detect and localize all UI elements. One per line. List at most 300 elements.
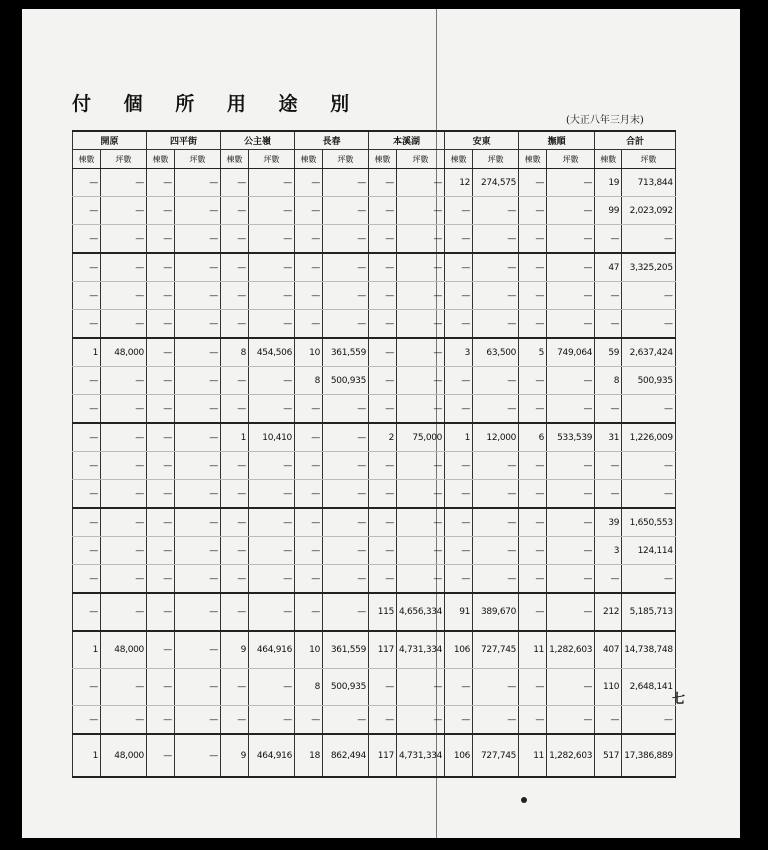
table-cell: —	[101, 669, 147, 706]
table-cell: —	[249, 253, 295, 282]
table-cell: 115	[369, 593, 397, 631]
table-cell: —	[221, 706, 249, 735]
table-cell: —	[369, 310, 397, 339]
table-cell: —	[221, 367, 249, 395]
table-cell: —	[519, 253, 547, 282]
table-cell: 6	[519, 423, 547, 452]
table-cell: —	[175, 423, 221, 452]
table-cell: —	[147, 253, 175, 282]
table-cell: —	[73, 395, 101, 424]
table-cell: —	[473, 706, 519, 735]
table-cell: —	[249, 310, 295, 339]
table-cell: 11	[519, 734, 547, 777]
sub-header: 坪數	[622, 150, 676, 169]
table-cell: —	[397, 338, 445, 367]
table-cell: —	[323, 395, 369, 424]
table-cell: —	[147, 631, 175, 669]
table-cell: —	[595, 282, 622, 310]
table-cell: 11	[519, 631, 547, 669]
table-cell: —	[397, 508, 445, 537]
table-cell: —	[547, 480, 595, 509]
table-cell: —	[295, 452, 323, 480]
table-cell: —	[445, 565, 473, 594]
table-cell: —	[519, 197, 547, 225]
table-cell: —	[73, 480, 101, 509]
table-cell: 106	[445, 734, 473, 777]
table-cell: —	[519, 282, 547, 310]
header-bujun: 撫順	[519, 131, 595, 150]
table-row	[73, 565, 676, 594]
table-cell: —	[595, 706, 622, 735]
table-cell: —	[249, 197, 295, 225]
table-cell: —	[473, 367, 519, 395]
table-cell: —	[369, 169, 397, 197]
sub-header: 坪數	[101, 150, 147, 169]
table-cell: 4,656,334	[397, 593, 445, 631]
table-cell: —	[547, 508, 595, 537]
table-cell: —	[175, 169, 221, 197]
table-cell: —	[397, 452, 445, 480]
table-cell: —	[221, 225, 249, 254]
table-row	[73, 367, 676, 395]
table-cell: —	[73, 537, 101, 565]
table-cell: —	[445, 282, 473, 310]
table-cell: 75,000	[397, 423, 445, 452]
table-cell: —	[295, 395, 323, 424]
table-row	[73, 537, 676, 565]
table-cell: —	[547, 310, 595, 339]
table-cell: 48,000	[101, 734, 147, 777]
table-cell: —	[397, 537, 445, 565]
table-cell: —	[175, 537, 221, 565]
table-cell: —	[519, 169, 547, 197]
table-row	[73, 338, 676, 367]
table-cell: —	[323, 480, 369, 509]
table-cell: —	[73, 593, 101, 631]
table-cell: —	[73, 225, 101, 254]
table-cell: —	[473, 310, 519, 339]
table-cell: —	[295, 593, 323, 631]
table-cell: 48,000	[101, 631, 147, 669]
table-cell: —	[473, 452, 519, 480]
table-cell: —	[622, 480, 676, 509]
table-cell: —	[175, 338, 221, 367]
table-cell: —	[147, 338, 175, 367]
table-cell: —	[445, 508, 473, 537]
table-cell: —	[175, 593, 221, 631]
table-cell: —	[473, 282, 519, 310]
table-cell: —	[73, 423, 101, 452]
table-cell: —	[445, 395, 473, 424]
sub-header: 棟數	[295, 150, 323, 169]
table-cell: —	[519, 367, 547, 395]
table-cell: —	[295, 480, 323, 509]
table-cell: —	[147, 669, 175, 706]
table-cell: —	[221, 169, 249, 197]
table-cell: —	[547, 367, 595, 395]
table-cell: 19	[595, 169, 622, 197]
table-cell: —	[249, 169, 295, 197]
table-cell: —	[595, 452, 622, 480]
table-cell: 18	[295, 734, 323, 777]
table-cell: —	[397, 253, 445, 282]
table-cell: —	[175, 508, 221, 537]
table-cell: —	[519, 537, 547, 565]
table-cell: —	[519, 565, 547, 594]
table-cell: —	[323, 452, 369, 480]
table-cell: —	[369, 367, 397, 395]
table-cell: —	[473, 197, 519, 225]
table-cell: 1	[73, 338, 101, 367]
table-cell: 862,494	[323, 734, 369, 777]
table-cell: 500,935	[622, 367, 676, 395]
table-cell: 17,386,889	[622, 734, 676, 777]
table-cell: 500,935	[323, 669, 369, 706]
table-cell: 59	[595, 338, 622, 367]
table-cell: —	[445, 480, 473, 509]
table-cell: —	[73, 508, 101, 537]
table-row	[73, 282, 676, 310]
table-cell: 91	[445, 593, 473, 631]
table-cell: —	[147, 367, 175, 395]
table-cell: —	[73, 282, 101, 310]
table-cell: —	[547, 669, 595, 706]
table-cell: —	[295, 565, 323, 594]
table-cell: 117	[369, 631, 397, 669]
table-cell: —	[323, 537, 369, 565]
table-row	[73, 395, 676, 424]
table-cell: —	[101, 282, 147, 310]
table-cell: —	[221, 565, 249, 594]
table-cell: —	[473, 669, 519, 706]
table-cell: —	[101, 480, 147, 509]
table-cell: —	[369, 395, 397, 424]
table-cell: 63,500	[473, 338, 519, 367]
table-row	[73, 480, 676, 509]
table-cell: —	[323, 565, 369, 594]
table-cell: 1	[221, 423, 249, 452]
table-cell: —	[249, 367, 295, 395]
table-cell: —	[73, 310, 101, 339]
table-cell: —	[175, 565, 221, 594]
table-cell: —	[73, 197, 101, 225]
table-cell: —	[397, 169, 445, 197]
table-cell: 14,738,748	[622, 631, 676, 669]
table-cell: 8	[595, 367, 622, 395]
table-row	[73, 452, 676, 480]
table-cell: —	[295, 706, 323, 735]
table-cell: —	[473, 565, 519, 594]
table-cell: —	[547, 565, 595, 594]
table-cell: 5	[519, 338, 547, 367]
table-cell: —	[101, 395, 147, 424]
table-cell: —	[175, 253, 221, 282]
table-cell: —	[397, 197, 445, 225]
table-cell: —	[519, 225, 547, 254]
table-cell: —	[295, 197, 323, 225]
table-cell: —	[101, 197, 147, 225]
table-cell: 10,410	[249, 423, 295, 452]
table-cell: —	[175, 452, 221, 480]
table-row	[73, 225, 676, 254]
table-cell: —	[622, 706, 676, 735]
header-kaigen: 開原	[73, 131, 147, 150]
table-cell: —	[73, 706, 101, 735]
header-chochun: 長春	[295, 131, 369, 150]
ink-spot	[521, 797, 527, 803]
table-cell: —	[147, 169, 175, 197]
table-cell: —	[397, 225, 445, 254]
table-cell: —	[101, 706, 147, 735]
table-cell: 2,637,424	[622, 338, 676, 367]
table-cell: 749,064	[547, 338, 595, 367]
table-cell: 8	[295, 367, 323, 395]
table-cell: —	[369, 508, 397, 537]
table-row	[73, 631, 676, 669]
table-cell: —	[397, 282, 445, 310]
header-koshurei: 公主嶺	[221, 131, 295, 150]
table-cell: —	[221, 282, 249, 310]
table-row	[73, 669, 676, 706]
table-cell: —	[595, 310, 622, 339]
table-cell: —	[101, 169, 147, 197]
table-cell: —	[323, 706, 369, 735]
table-cell: —	[397, 367, 445, 395]
table-cell: —	[547, 197, 595, 225]
table-cell: —	[249, 593, 295, 631]
table-cell: —	[295, 253, 323, 282]
table-cell: —	[295, 423, 323, 452]
table-cell: —	[397, 565, 445, 594]
table-cell: —	[622, 282, 676, 310]
table-cell: 274,575	[473, 169, 519, 197]
table-cell: —	[175, 367, 221, 395]
table-cell: —	[622, 225, 676, 254]
table-row	[73, 310, 676, 339]
table-cell: 48,000	[101, 338, 147, 367]
table-cell: 464,916	[249, 734, 295, 777]
table-cell: —	[323, 197, 369, 225]
table-cell: —	[175, 310, 221, 339]
table-cell: —	[445, 537, 473, 565]
table-cell: 713,844	[622, 169, 676, 197]
table-cell: —	[445, 225, 473, 254]
table-cell: —	[595, 480, 622, 509]
table-cell: —	[369, 282, 397, 310]
table-cell: —	[221, 537, 249, 565]
table-cell: —	[175, 395, 221, 424]
table-cell: —	[547, 452, 595, 480]
table-cell: —	[519, 480, 547, 509]
table-cell: —	[147, 734, 175, 777]
table-cell: —	[369, 537, 397, 565]
table-cell: —	[323, 282, 369, 310]
table-cell: —	[595, 395, 622, 424]
table-cell: —	[519, 669, 547, 706]
table-cell: 3	[595, 537, 622, 565]
table-cell: —	[323, 593, 369, 631]
table-cell: 1,226,009	[622, 423, 676, 452]
table-cell: —	[547, 706, 595, 735]
table-cell: 99	[595, 197, 622, 225]
table-cell: 8	[295, 669, 323, 706]
group-header-row	[73, 131, 676, 150]
table-cell: 12,000	[473, 423, 519, 452]
table-cell: —	[147, 706, 175, 735]
table-cell: 1	[73, 734, 101, 777]
table-cell: —	[369, 669, 397, 706]
table-cell: —	[101, 253, 147, 282]
table-cell: —	[369, 197, 397, 225]
table-cell: 533,539	[547, 423, 595, 452]
table-cell: —	[519, 508, 547, 537]
table-cell: —	[221, 593, 249, 631]
page-title: 付 個 所 用 途 別	[72, 93, 363, 115]
table-cell: —	[249, 480, 295, 509]
table-cell: —	[221, 395, 249, 424]
table-cell: —	[397, 395, 445, 424]
table-cell: 727,745	[473, 631, 519, 669]
table-cell: —	[101, 508, 147, 537]
table-cell: —	[445, 669, 473, 706]
header-anto: 安東	[445, 131, 519, 150]
table-cell: —	[147, 480, 175, 509]
table-cell: —	[221, 310, 249, 339]
sub-header: 棟數	[445, 150, 473, 169]
table-cell: —	[295, 282, 323, 310]
table-row	[73, 508, 676, 537]
table-cell: 2,648,141	[622, 669, 676, 706]
table-cell: —	[73, 253, 101, 282]
table-cell: —	[323, 253, 369, 282]
table-cell: —	[249, 669, 295, 706]
table-cell: —	[249, 537, 295, 565]
table-cell: —	[73, 669, 101, 706]
table-cell: —	[73, 169, 101, 197]
table-cell: —	[249, 282, 295, 310]
table-cell: —	[473, 253, 519, 282]
table-cell: 39	[595, 508, 622, 537]
table-cell: —	[369, 225, 397, 254]
table-cell: —	[473, 537, 519, 565]
table-cell: 454,506	[249, 338, 295, 367]
table-cell: —	[445, 253, 473, 282]
table-cell: —	[473, 508, 519, 537]
table-cell: —	[295, 537, 323, 565]
table-cell: —	[147, 508, 175, 537]
header-total: 合計	[595, 131, 676, 150]
table-cell: —	[473, 480, 519, 509]
table-cell: —	[175, 631, 221, 669]
table-cell: 1	[73, 631, 101, 669]
table-cell: 3	[445, 338, 473, 367]
table-cell: 106	[445, 631, 473, 669]
table-cell: —	[249, 225, 295, 254]
sub-header: 棟數	[369, 150, 397, 169]
table-cell: —	[147, 310, 175, 339]
table-cell: —	[101, 565, 147, 594]
table-cell: 1,282,603	[547, 631, 595, 669]
table-cell: —	[221, 253, 249, 282]
sub-header-row	[73, 150, 676, 169]
table-cell: —	[622, 452, 676, 480]
table-cell: 4,731,334	[397, 631, 445, 669]
table-cell: —	[249, 706, 295, 735]
table-cell: —	[175, 480, 221, 509]
table-cell: —	[147, 423, 175, 452]
table-cell: 12	[445, 169, 473, 197]
table-cell: —	[519, 395, 547, 424]
table-cell: —	[73, 452, 101, 480]
table-cell: —	[175, 282, 221, 310]
table-row	[73, 197, 676, 225]
sub-header: 坪數	[323, 150, 369, 169]
table-cell: —	[547, 537, 595, 565]
table-cell: —	[249, 508, 295, 537]
era-note: (大正八年三月末)	[566, 115, 644, 126]
table-cell: —	[622, 395, 676, 424]
table-cell: —	[147, 565, 175, 594]
table-cell: 8	[221, 338, 249, 367]
table-cell: —	[519, 310, 547, 339]
table-cell: —	[547, 593, 595, 631]
table-cell: —	[221, 452, 249, 480]
table-row	[73, 706, 676, 735]
table-cell: 110	[595, 669, 622, 706]
table-cell: —	[323, 508, 369, 537]
table-cell: —	[147, 197, 175, 225]
table-cell: —	[323, 423, 369, 452]
table-body	[73, 169, 676, 778]
table-cell: —	[295, 310, 323, 339]
table-cell: —	[295, 169, 323, 197]
table-cell: —	[369, 480, 397, 509]
table-cell: —	[221, 508, 249, 537]
table-row	[73, 734, 676, 777]
table-cell: —	[397, 706, 445, 735]
sub-header: 坪數	[397, 150, 445, 169]
table-cell: 727,745	[473, 734, 519, 777]
table-cell: 10	[295, 338, 323, 367]
table-cell: —	[147, 537, 175, 565]
table-cell: —	[547, 395, 595, 424]
table-cell: —	[323, 225, 369, 254]
sub-header: 棟數	[147, 150, 175, 169]
table-cell: —	[175, 706, 221, 735]
table-cell: —	[369, 706, 397, 735]
table-cell: 5,185,713	[622, 593, 676, 631]
table-cell: —	[369, 253, 397, 282]
table-cell: 500,935	[323, 367, 369, 395]
table-cell: —	[147, 593, 175, 631]
table-cell: —	[249, 395, 295, 424]
table-cell: 9	[221, 734, 249, 777]
table-cell: —	[445, 367, 473, 395]
table-cell: —	[323, 310, 369, 339]
table-cell: —	[175, 669, 221, 706]
table-cell: —	[221, 669, 249, 706]
table-cell: —	[519, 452, 547, 480]
table-row	[73, 253, 676, 282]
table-cell: 9	[221, 631, 249, 669]
table-cell: —	[622, 565, 676, 594]
table-cell: —	[249, 452, 295, 480]
table-cell: —	[147, 282, 175, 310]
sub-header: 坪數	[249, 150, 295, 169]
table-cell: 361,559	[323, 631, 369, 669]
table-cell: —	[101, 310, 147, 339]
table-cell: —	[147, 395, 175, 424]
